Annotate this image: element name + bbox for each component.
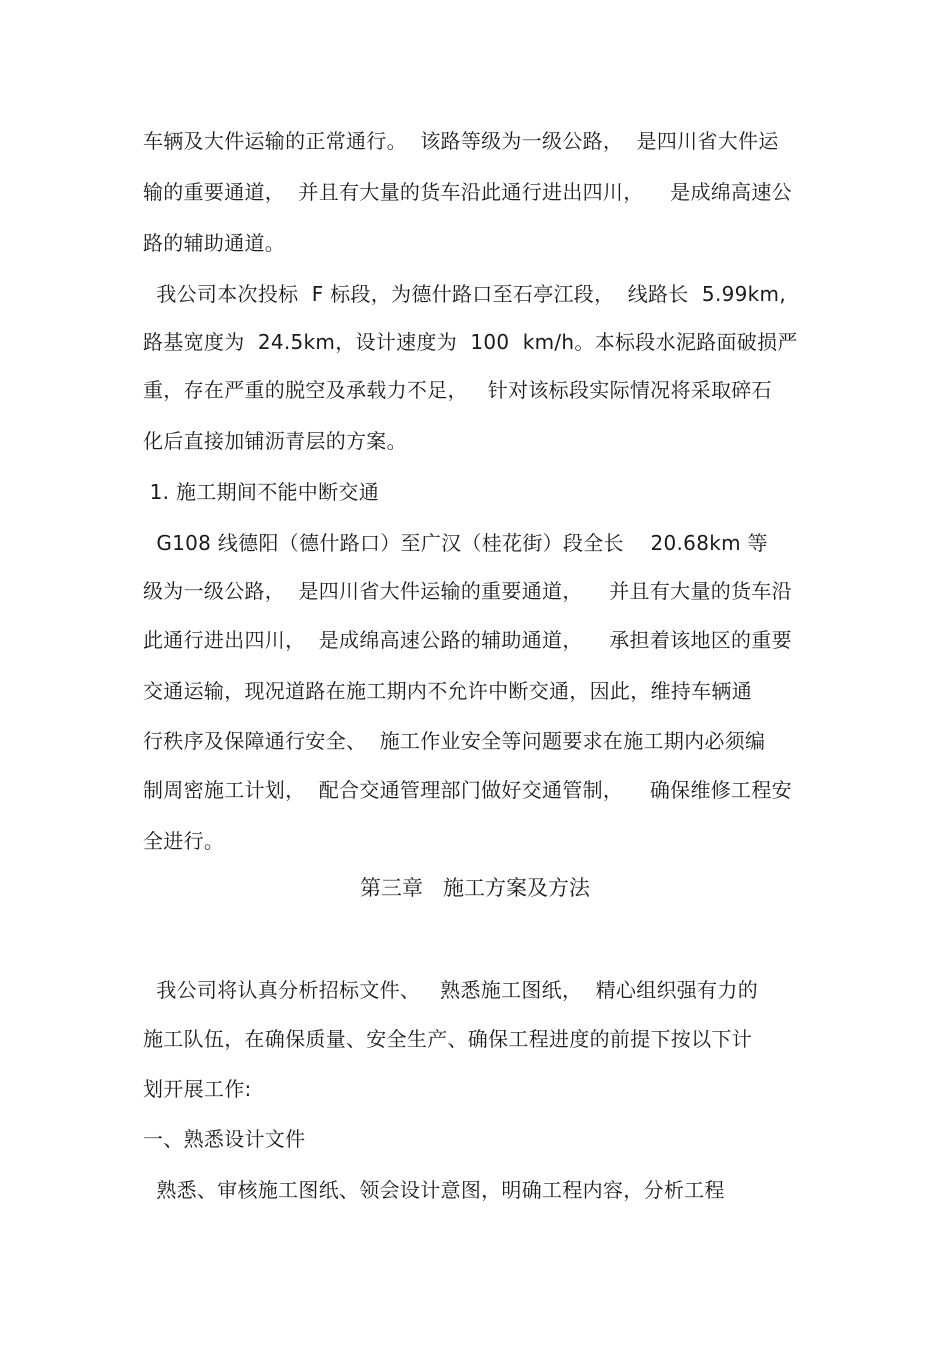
section-1-heading: 一、熟悉设计文件	[143, 1127, 306, 1151]
paragraph-2-line-1: 我公司本次投标 F 标段，为德什路口至石亭江段， 线路长 5.99km,	[143, 282, 786, 306]
paragraph-2-line-3: 重，存在严重的脱空及承载力不足， 针对该标段实际情况将采取碎石	[143, 378, 772, 402]
paragraph-3-line-6: 制周密施工计划， 配合交通管理部门做好交通管制， 确保维修工程安	[143, 778, 792, 802]
paragraph-3-line-5: 行秩序及保障通行安全、 施工作业安全等问题要求在施工期内必须编	[143, 729, 766, 753]
paragraph-3-line-3: 此通行进出四川， 是成绵高速公路的辅助通道， 承担着该地区的重要	[143, 628, 792, 652]
paragraph-3-line-7: 全进行。	[143, 829, 225, 853]
paragraph-1-line-1: 车辆及大件运输的正常通行。 该路等级为一级公路， 是四川省大件运	[143, 129, 779, 153]
chapter-title: 第三章 施工方案及方法	[359, 876, 591, 900]
paragraph-1-line-3: 路的辅助通道。	[143, 231, 286, 255]
paragraph-2-line-4: 化后直接加铺沥青层的方案。	[143, 429, 407, 453]
paragraph-3-line-4: 交通运输，现况道路在施工期内不允许中断交通，因此，维持车辆通	[143, 679, 752, 703]
paragraph-1-line-2: 输的重要通道， 并且有大量的货车沿此通行进出四川， 是成绵高速公	[143, 180, 792, 204]
paragraph-3-line-2: 级为一级公路， 是四川省大件运输的重要通道， 并且有大量的货车沿	[143, 579, 792, 603]
paragraph-3-line-1: G108 线德阳（德什路口）至广汉（桂花街）段全长 20.68km 等	[143, 531, 768, 555]
paragraph-4-line-1: 我公司将认真分析招标文件、 熟悉施工图纸， 精心组织强有力的	[143, 978, 759, 1002]
paragraph-4-line-2: 施工队伍，在确保质量、安全生产、确保工程进度的前提下按以下计	[143, 1027, 752, 1051]
paragraph-5-line-1: 熟悉、审核施工图纸、领会设计意图，明确工程内容，分析工程	[143, 1178, 725, 1202]
paragraph-2-line-2: 路基宽度为 24.5km，设计速度为 100 km/h。本标段水泥路面破损严	[143, 330, 798, 354]
item-1-heading: 1. 施工期间不能中断交通	[143, 480, 379, 504]
paragraph-4-line-3: 划开展工作:	[143, 1077, 252, 1101]
